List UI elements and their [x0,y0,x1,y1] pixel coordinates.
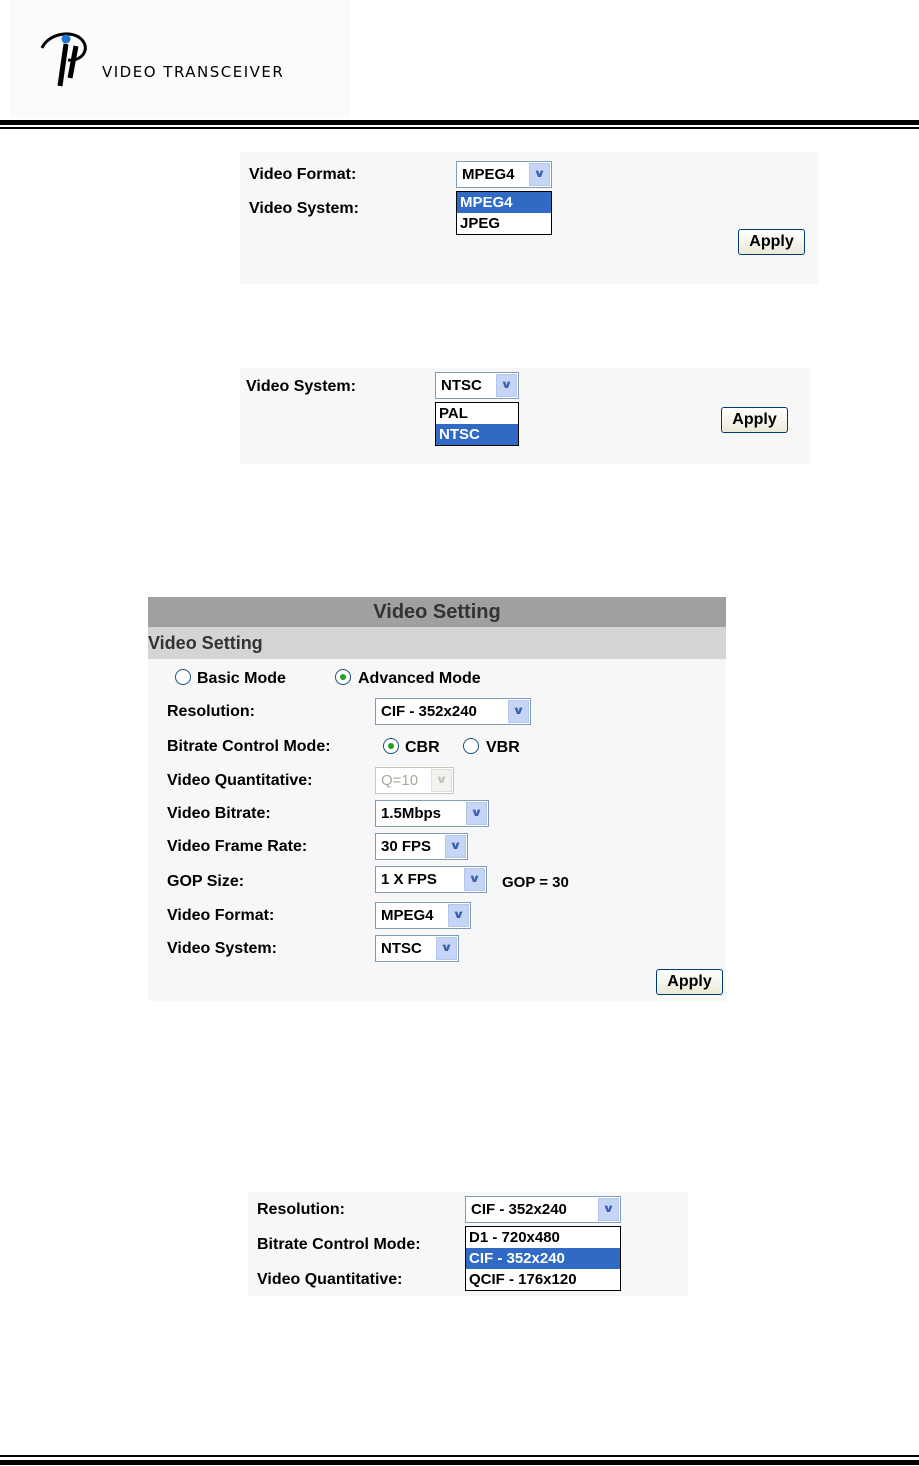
header-rule-thin [0,127,919,129]
video-bitrate-select-value: 1.5Mbps [381,805,442,822]
dropdown-option-mpeg4[interactable]: MPEG4 [457,192,551,213]
chevron-down-icon[interactable]: ∨ [466,802,487,825]
resolution-label: Resolution: [167,703,255,720]
video-quantitative-select-value: Q=10 [381,772,419,789]
chevron-down-icon: ∨ [431,769,452,792]
video-bitrate-label: Video Bitrate: [167,805,271,822]
resolution-label: Resolution: [257,1201,345,1218]
vbr-label: VBR [486,739,520,756]
video-format-select[interactable] [375,902,471,929]
video-bitrate-select[interactable] [375,800,489,827]
chevron-down-icon[interactable]: ∨ [445,835,466,858]
video-system-label: Video System: [167,940,277,957]
chevron-down-icon[interactable]: ∨ [436,937,457,960]
video-format-select-value: MPEG4 [462,166,515,183]
chevron-down-icon[interactable]: ∨ [496,374,517,397]
cbr-label: CBR [405,739,440,756]
dropdown-option-pal[interactable]: PAL [439,405,468,422]
header-rule [0,120,919,125]
gop-readout: GOP = 30 [502,874,569,891]
video-quantitative-select [375,767,454,794]
video-system-select-value: NTSC [381,940,422,957]
advanced-mode-radio[interactable] [335,669,351,685]
video-system-label: Video System: [246,378,356,395]
video-system-select[interactable] [435,372,519,399]
chevron-down-icon[interactable]: ∨ [448,904,469,927]
gop-size-select-value: 1 X FPS [381,871,437,888]
dropdown-option-d1[interactable]: D1 - 720x480 [469,1229,560,1246]
apply-button[interactable]: Apply [721,407,788,433]
apply-button[interactable]: Apply [656,969,723,995]
video-quantitative-label: Video Quantitative: [167,772,313,789]
footer-rule-thin [0,1455,919,1457]
video-format-label: Video Format: [167,907,275,924]
cbr-radio[interactable] [383,738,399,754]
basic-mode-radio[interactable] [175,669,191,685]
dropdown-option-jpeg[interactable]: JPEG [460,215,501,232]
video-frame-rate-label: Video Frame Rate: [167,838,308,855]
resolution-dropdown-list [465,1226,621,1291]
video-format-dropdown-list [456,191,552,235]
vbr-radio[interactable] [463,738,479,754]
video-format-select-value: MPEG4 [381,907,434,924]
resolution-select[interactable] [465,1196,621,1223]
logo-text: VIDEO TRANSCEIVER [102,63,285,81]
chevron-down-icon[interactable]: ∨ [464,868,485,891]
video-frame-rate-select[interactable] [375,833,468,860]
basic-mode-label: Basic Mode [197,670,286,687]
gop-size-select[interactable] [375,866,487,893]
dropdown-option-ntsc[interactable]: NTSC [436,424,518,445]
logo [10,0,350,118]
video-frame-rate-select-value: 30 FPS [381,838,432,855]
video-system-label: Video System: [249,200,359,217]
dropdown-option-cif[interactable]: CIF - 352x240 [466,1248,620,1269]
dropdown-option-qcif[interactable]: QCIF - 176x120 [469,1271,577,1288]
bitrate-control-mode-label: Bitrate Control Mode: [167,738,331,755]
footer-rule [0,1460,919,1465]
bitrate-control-mode-label: Bitrate Control Mode: [257,1236,421,1253]
video-format-label: Video Format: [249,166,357,183]
video-setting-subtitle: Video Setting [148,627,726,659]
video-system-select[interactable] [375,935,459,962]
resolution-select-value: CIF - 352x240 [381,703,477,720]
gop-size-label: GOP Size: [167,873,245,890]
apply-button[interactable]: Apply [738,229,805,255]
ip-logo-icon [40,28,110,90]
video-system-dropdown-list [435,402,519,446]
video-format-select[interactable] [456,161,552,188]
resolution-select[interactable] [375,698,531,725]
chevron-down-icon[interactable]: ∨ [598,1198,619,1221]
chevron-down-icon[interactable]: ∨ [508,700,529,723]
video-system-select-value: NTSC [441,377,482,394]
resolution-select-value: CIF - 352x240 [471,1201,567,1218]
video-quantitative-label: Video Quantitative: [257,1271,403,1288]
advanced-mode-label: Advanced Mode [358,670,481,687]
chevron-down-icon[interactable]: ∨ [529,163,550,186]
video-setting-title: Video Setting [148,597,726,627]
